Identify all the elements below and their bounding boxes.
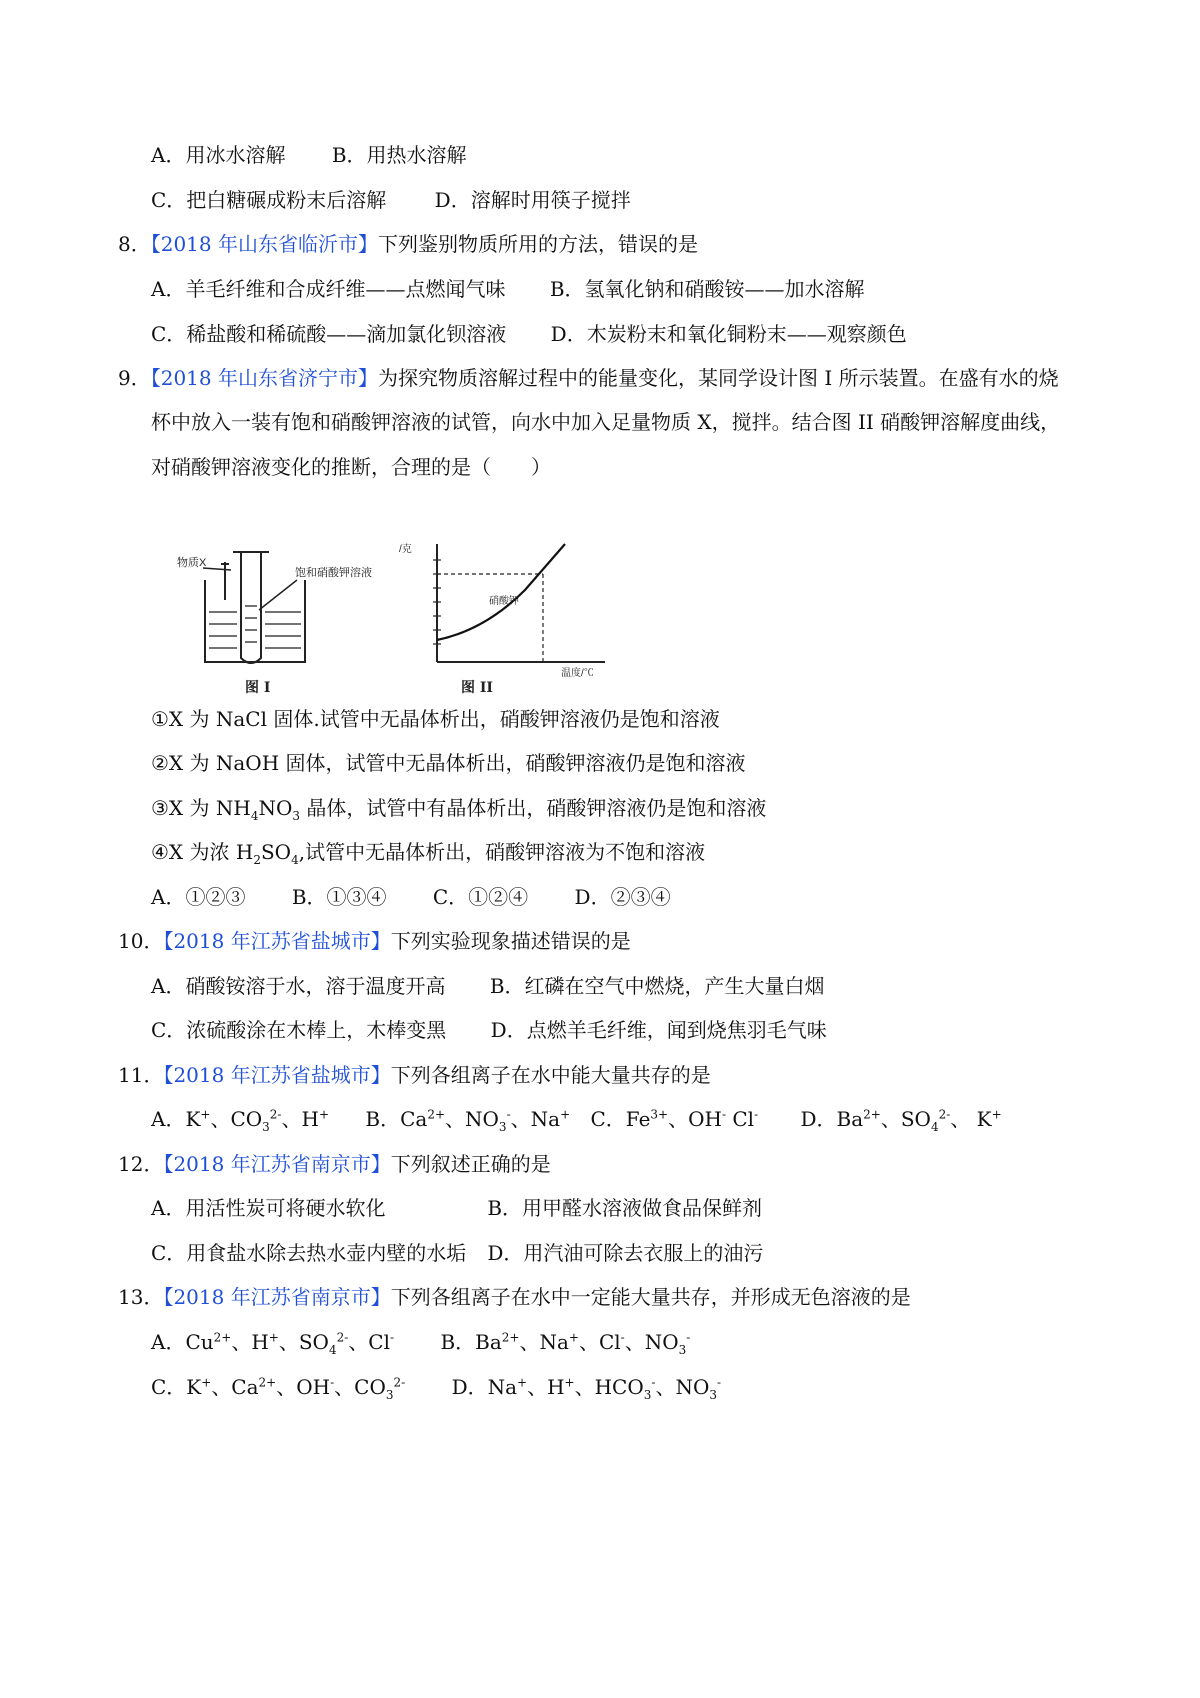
q8-line-cd xyxy=(151,321,907,347)
q11-text: 下列各组离子在水中能大量共存的是 xyxy=(390,1063,711,1087)
q11-stem xyxy=(118,1062,711,1088)
q9-option-d: D．②③④ xyxy=(574,885,671,909)
q11-option-c: C．$Fe^{3+}$、OH- Cl- xyxy=(590,1107,759,1131)
q13-option-a: A．$Cu^{2+}$、H+、$SO_4^{2-}$、Cl- xyxy=(151,1330,395,1357)
q11-number: 11． xyxy=(118,1063,164,1087)
figure-2-y-label: /克 xyxy=(399,544,412,555)
q13-line-cd xyxy=(151,1374,721,1400)
q12-option-a: A．用活性炭可将硬水软化 xyxy=(151,1196,386,1220)
q7-line-ab xyxy=(151,142,467,168)
q12-line-cd xyxy=(151,1240,763,1266)
q12-option-b: B．用甲醛水溶液做食品保鲜剂 xyxy=(487,1196,763,1220)
q12-source: 【2018 年江苏省南京市】 xyxy=(163,1152,391,1176)
q13-text: 下列各组离子在水中一定能大量共存，并形成无色溶液的是 xyxy=(390,1285,911,1309)
q12-option-d: D．用汽油可除去衣服上的油污 xyxy=(487,1241,764,1265)
q9-statement-3: ③X 为 $NH_4NO_3$ 晶体，试管中有晶体析出，硝酸钾溶液仍是饱和溶液 xyxy=(151,796,767,823)
q10-source: 【2018 年江苏省盐城市】 xyxy=(163,929,391,953)
q9-statement-2: ②X 为 NaOH 固体，试管中无晶体析出，硝酸钾溶液仍是饱和溶液 xyxy=(151,751,746,775)
figure-1-beaker xyxy=(203,552,305,663)
q8-number: 8． xyxy=(118,232,151,256)
q8-option-d: D．木炭粉末和氧化铜粉末——观察颜色 xyxy=(550,322,907,346)
q8-text: 下列鉴别物质所用的方法，错误的是 xyxy=(378,232,698,256)
q9-option-c: C．①②④ xyxy=(432,885,529,909)
figure-1-tube-label: 饱和硝酸钾溶液 xyxy=(295,567,372,579)
q10-stem xyxy=(118,928,631,954)
q8-option-b: B．氢氧化钠和硝酸铵——加水溶解 xyxy=(549,277,865,301)
q11-options xyxy=(151,1106,1002,1132)
q9-figures xyxy=(177,540,685,700)
q10-option-a: A．硝酸铵溶于水，溶于温度开高 xyxy=(151,974,446,998)
q13-option-d: D．Na+、H+、$HCO_3^-$、$NO_3^-$ xyxy=(451,1375,722,1402)
q13-stem xyxy=(118,1284,911,1310)
q8-option-c: C．稀盐酸和稀硫酸——滴加氯化钡溶液 xyxy=(151,322,507,346)
q11-source: 【2018 年江苏省盐城市】 xyxy=(163,1063,391,1087)
q11-option-d: D．$Ba^{2+}$、$SO_4^{2-}$、 K+ xyxy=(800,1107,1002,1134)
q7-line-cd xyxy=(151,187,631,213)
q7-option-b: B．用热水溶解 xyxy=(331,143,467,167)
q9-statement-4: ④X 为浓 $H_2SO_4$,试管中无晶体析出，硝酸钾溶液为不饱和溶液 xyxy=(151,840,706,867)
q9-source: 【2018 年山东省济宁市】 xyxy=(150,366,378,390)
q10-option-d: D．点燃羊毛纤维，闻到烧焦羽毛气味 xyxy=(490,1018,827,1042)
q12-line-ab xyxy=(151,1195,762,1221)
figure-2-curve xyxy=(437,544,565,640)
q13-source: 【2018 年江苏省南京市】 xyxy=(163,1285,391,1309)
q12-number: 12． xyxy=(118,1152,164,1176)
q9-text-3: 对硝酸钾溶液变化的推断，合理的是（ ） xyxy=(151,455,551,479)
q13-number: 13． xyxy=(118,1285,164,1309)
figure-1-caption: 图 I xyxy=(245,680,271,696)
figure-2-x-label: 温度/℃ xyxy=(561,668,594,679)
figure-1-x-label: 物质X xyxy=(177,557,207,569)
q9-options xyxy=(151,884,671,910)
q10-number: 10． xyxy=(118,929,164,953)
figure-2-caption: 图 II xyxy=(461,680,493,696)
q9-option-b: B．①③④ xyxy=(291,885,387,909)
q13-option-b: B．$Ba^{2+}$、Na+、Cl-、$NO_3^-$ xyxy=(440,1330,691,1357)
q10-text: 下列实验现象描述错误的是 xyxy=(390,929,631,953)
q11-option-b: B．$Ca^{2+}$、$NO_3^-$、Na+ xyxy=(365,1107,571,1134)
figure-1-liquid xyxy=(209,606,301,648)
q10-line-cd xyxy=(151,1017,827,1043)
q13-option-c: C．K+、$Ca^{2+}$、OH-、$CO_3^{2-}$ xyxy=(151,1375,406,1402)
q8-option-a: A．羊毛纤维和合成纤维——点燃闻气味 xyxy=(151,277,506,301)
q12-stem xyxy=(118,1151,551,1177)
q9-option-a: A．①②③ xyxy=(151,885,246,909)
q9-statement-1: ①X 为 NaCl 固体.试管中无晶体析出，硝酸钾溶液仍是饱和溶液 xyxy=(151,707,720,731)
q9-text-1: 为探究物质溶解过程中的能量变化，某同学设计图 I 所示装置。在盛有水的烧 xyxy=(378,366,1059,390)
q10-option-c: C．浓硫酸涂在木棒上，木棒变黑 xyxy=(151,1018,447,1042)
q9-number: 9． xyxy=(118,366,151,390)
q8-line-ab xyxy=(151,276,865,302)
q7-option-c: C．把白糖碾成粉末后溶解 xyxy=(151,188,387,212)
figure-2-axes xyxy=(437,544,605,662)
q8-stem xyxy=(118,231,698,257)
q10-line-ab xyxy=(151,973,825,999)
q13-line-ab xyxy=(151,1329,690,1355)
q9-text-2: 杯中放入一装有饱和硝酸钾溶液的试管，向水中加入足量物质 X，搅拌。结合图 II 硝酸钾溶解度曲线， xyxy=(151,410,1061,434)
q7-option-d: D．溶解时用筷子搅拌 xyxy=(434,188,631,212)
q12-option-c: C．用食盐水除去热水壶内壁的水垢 xyxy=(151,1241,467,1265)
q11-option-a: A．K+、$CO_3^{2-}$、H+ xyxy=(151,1107,330,1134)
q10-option-b: B．红磷在空气中燃烧，产生大量白烟 xyxy=(489,974,825,998)
q9-stem xyxy=(118,365,1059,391)
q12-text: 下列叙述正确的是 xyxy=(390,1152,551,1176)
q7-option-a: A．用冰水溶解 xyxy=(151,143,286,167)
figure-2-curve-label: 硝酸钾 xyxy=(489,596,519,607)
q8-source: 【2018 年山东省临沂市】 xyxy=(150,232,378,256)
